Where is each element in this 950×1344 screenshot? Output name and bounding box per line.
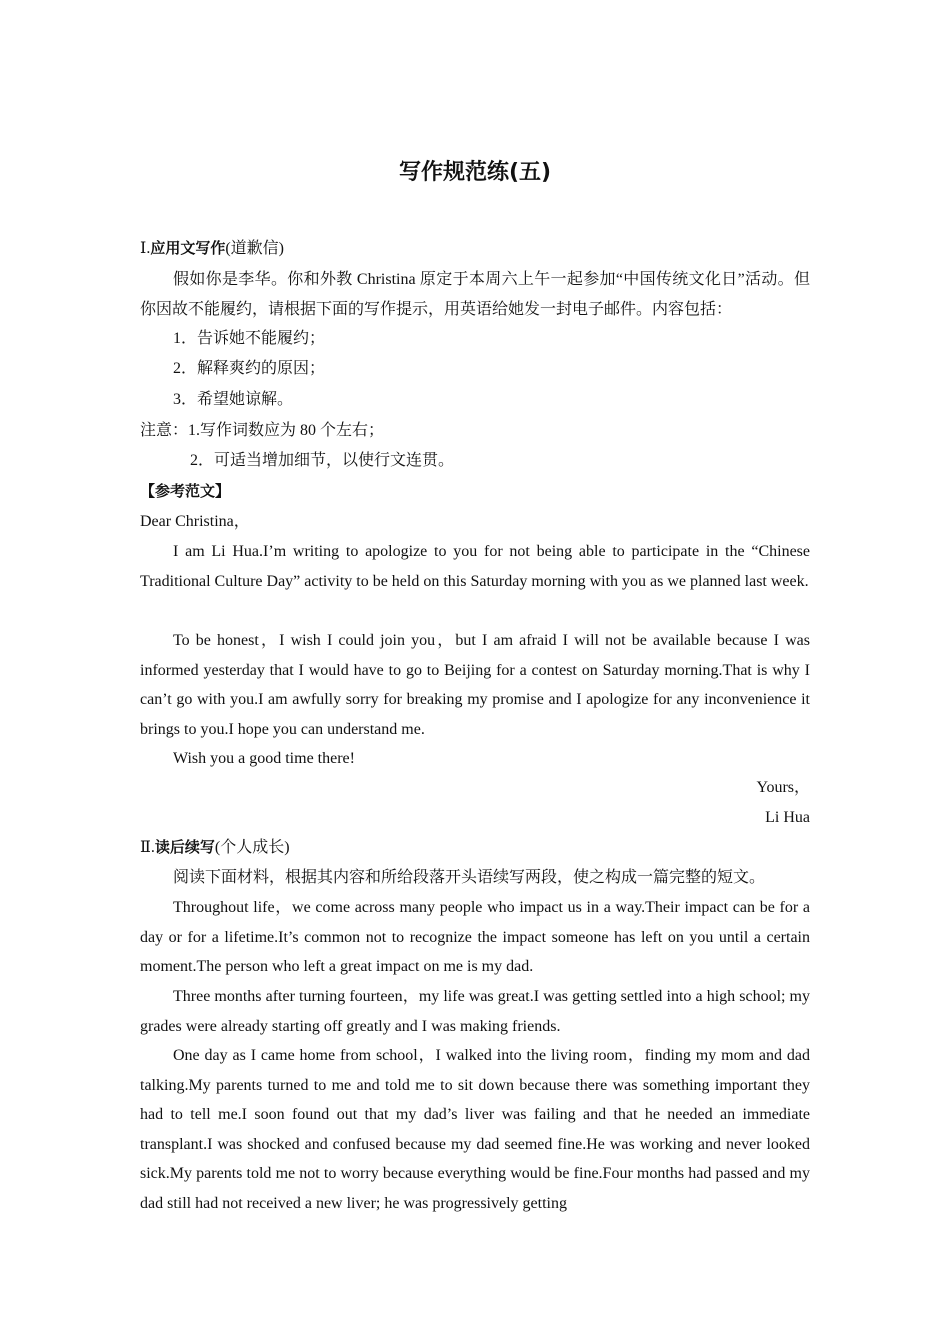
story-paragraph-1: Throughout life，we come across many people who impact us in a way.Their impact can be for a day or for a lifetime.It’s common not to recognize the impact someone has left on you until a certain moment.The person who left a great impact on me is my dad. [140, 899, 810, 975]
section2-instruction: 阅读下面材料，根据其内容和所给段落开头语续写两段，使之构成一篇完整的短文。 [173, 869, 766, 886]
point-3: 3．希望她谅解。 [173, 391, 294, 408]
section2-title: 读后续写 [154, 838, 215, 856]
closing: Yours， [756, 779, 810, 796]
note-2: 2．可适当增加细节，以使行文连贯。 [190, 452, 455, 469]
section1-prompt: 假如你是李华。你和外教 Christina 原定于本周六上午一起参加“中国传统文化日”活动。但你因故不能履约，请根据下面的写作提示，用英语给她发一封电子邮件。内容包括： [140, 271, 810, 318]
section2-heading [140, 833, 290, 863]
section2-number: Ⅱ. [140, 839, 155, 856]
point-2: 2．解释爽约的原因； [173, 360, 326, 377]
story-paragraph-2: Three months after turning fourteen，my life was great.I was getting settled into a high school; my grades were already starting off greatly and I was making friends. [140, 988, 810, 1035]
story-paragraph-3: One day as I came home from school，I walked into the living room，finding my mom and dad talking.My parents turned to me and told me to sit down because there was something important they had to tell me.I soon found out that my dad’s liver was failing and that he needed an immediate transplant.I was shocked and confused because my dad seemed fine.He was working and never looked sick.My parents told me not to worry because everything would be fine.Four months had passed and my dad still had not received a new liver; he was progressively getting [140, 1047, 810, 1212]
section1-subtitle: (道歉信) [225, 240, 285, 257]
letter-paragraph-2: To be honest，I wish I could join you，but I am afraid I will not be available because I was informed yesterday that I would have to go to Beijing for a contest on Saturday morning.That is why I can’t go with you.I am awfully sorry for breaking my promise and I apologize for any inconvenience it brings to you.I hope you can understand me. [140, 632, 810, 738]
sample-label: 【参考范文】 [140, 482, 231, 500]
letter-paragraph-1: I am Li Hua.I’m writing to apologize to you for not being able to participate in the “Chinese Traditional Culture Day” activity to be held on this Saturday morning with you as we planned last week. [140, 543, 810, 590]
section1-number: Ⅰ. [140, 240, 151, 257]
section2-subtitle: (个人成长) [214, 839, 290, 856]
note-1: 注意：1.写作词数应为 80 个左右； [140, 422, 385, 439]
section1-title: 应用文写作 [150, 239, 226, 257]
page-title: 写作规范练(五) [398, 160, 552, 185]
salutation: Dear Christina， [140, 513, 250, 530]
signature: Li Hua [765, 809, 810, 826]
letter-paragraph-3: Wish you a good time there! [173, 750, 355, 767]
section1-heading [140, 234, 284, 264]
point-1: 1．告诉她不能履约； [173, 330, 326, 347]
